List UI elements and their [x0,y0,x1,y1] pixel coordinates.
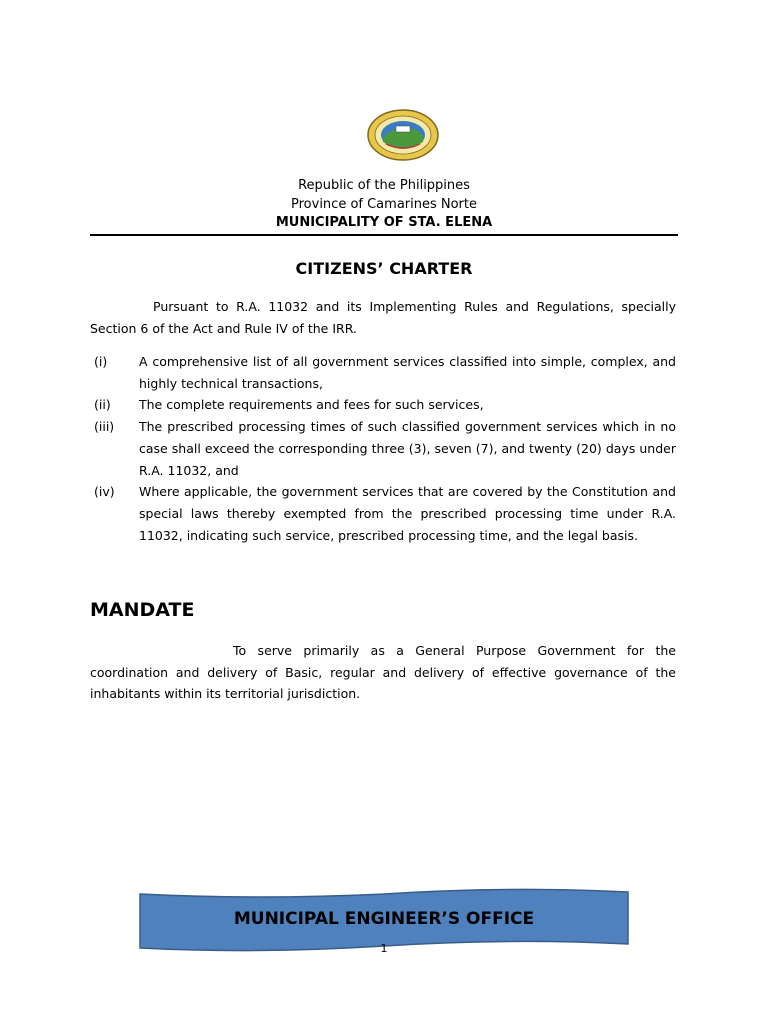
list-item-number: (iv) [94,484,115,500]
list-item-number: (iii) [94,419,115,435]
header-republic: Republic of the Philippines [298,178,470,193]
list-item-number: (i) [94,354,108,369]
list-item [90,351,676,394]
list-item-text: The prescribed processing times of such classified government services which in no case shall exceed the corresponding three (3), seven (7), and twenty (20) days under R.A. 11032, and [139,419,676,478]
header-province: Province of Camarines Norte [291,197,477,212]
municipal-seal [366,108,440,162]
document-title: CITIZENS’ CHARTER [295,259,473,278]
list-item-text: A comprehensive list of all government services classified into simple, complex, and highly technical transactions, [139,354,676,391]
list-item-text: The complete requirements and fees for such services, [139,397,484,413]
header-municipality: MUNICIPALITY OF STA. ELENA [275,215,493,230]
mandate-paragraph: To serve primarily as a General Purpose Government for the coordination and delivery of Basic, regular and delivery of effective governance of the inhabitants within its territorial jurisdiction. [90,643,676,702]
page-number: 1 [380,942,388,955]
header-divider [90,234,678,236]
requirements-list [90,351,676,546]
list-item [90,481,676,546]
list-item-text: Where applicable, the government services that are covered by the Constitution and special laws thereby exempted from the prescribed processing time under R.A. 11032, indicating such service, prescribed processing time, and the legal basis. [139,484,676,543]
intro-paragraph: Pursuant to R.A. 11032 and its Implementing Rules and Regulations, specially Section 6 of the Act and Rule IV of the IRR. [90,299,676,336]
list-item-number: (ii) [94,397,111,413]
list-item [90,416,676,481]
list-item [90,394,676,416]
mandate-heading: MANDATE [90,599,195,621]
office-banner-label: MUNICIPAL ENGINEER’S OFFICE [233,909,535,929]
